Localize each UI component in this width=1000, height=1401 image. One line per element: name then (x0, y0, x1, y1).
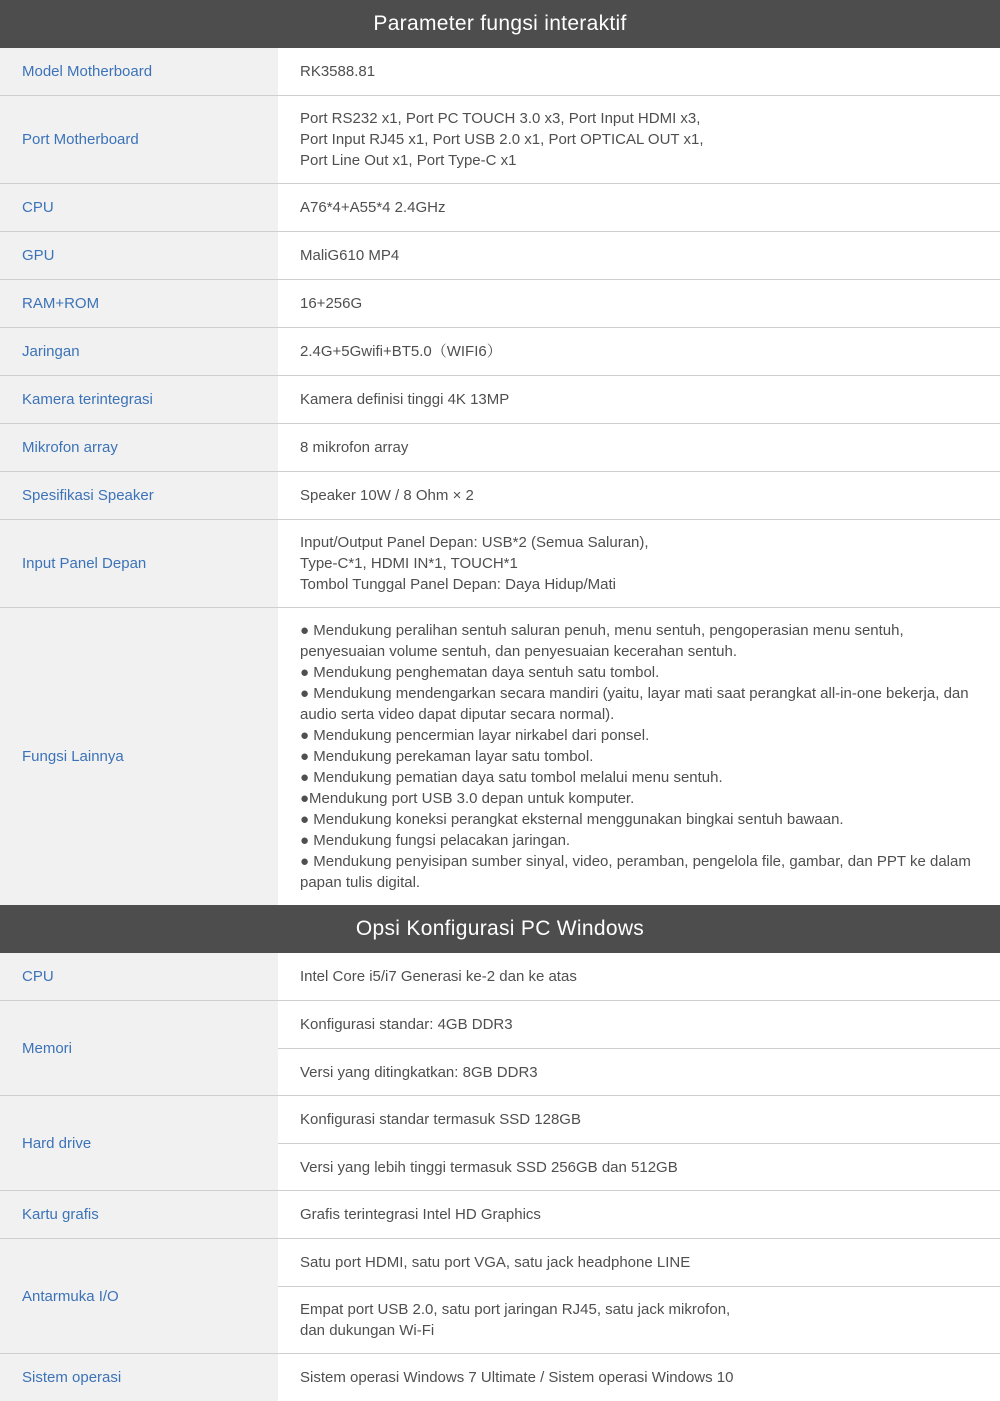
spec-label: Antarmuka I/O (0, 1239, 278, 1353)
spec-label: Memori (0, 1001, 278, 1095)
spec-value-group (278, 280, 1000, 327)
spec-value-group (278, 953, 1000, 1000)
spec-label: Port Motherboard (0, 96, 278, 183)
spec-value-line: 16+256G (300, 295, 363, 312)
spec-row (0, 48, 1000, 95)
spec-row (0, 519, 1000, 607)
spec-value-line: ● Mendukung mendengarkan secara mandiri (yaitu, layar mati saat perangkat all-in-one bekerja, dan audio serta video dapat diputar secara normal). (300, 685, 969, 723)
spec-value-group (278, 520, 1000, 607)
spec-value-line: ● Mendukung koneksi perangkat eksternal menggunakan bingkai sentuh bawaan. (300, 811, 844, 828)
spec-value-group (278, 96, 1000, 183)
spec-row (0, 471, 1000, 519)
spec-value-cell (278, 1239, 1000, 1353)
spec-row (0, 1238, 1000, 1353)
spec-value-line: Sistem operasi Windows 7 Ultimate / Sistem operasi Windows 10 (300, 1369, 734, 1386)
spec-value-group (278, 48, 1000, 95)
spec-value-line: ● Mendukung penyisipan sumber sinyal, video, peramban, pengelola file, gambar, dan PPT ke dalam papan tulis digital. (300, 853, 971, 891)
spec-value-cell (278, 48, 1000, 95)
spec-label: RAM+ROM (0, 280, 278, 327)
spec-value-cell (278, 424, 1000, 471)
spec-value-line: ●Mendukung port USB 3.0 depan untuk komputer. (300, 790, 635, 807)
spec-label: Kartu grafis (0, 1191, 278, 1238)
spec-value-cell (278, 232, 1000, 279)
spec-value-cell (278, 1191, 1000, 1238)
spec-row (0, 231, 1000, 279)
spec-value-group (278, 232, 1000, 279)
spec-label: Jaringan (0, 328, 278, 375)
spec-value-line: Speaker 10W / 8 Ohm × 2 (300, 487, 474, 504)
spec-row (0, 279, 1000, 327)
spec-value-group (278, 328, 1000, 375)
spec-label: Fungsi Lainnya (0, 608, 278, 905)
spec-value-line: Port Line Out x1, Port Type-C x1 (300, 152, 517, 169)
spec-value-line: Empat port USB 2.0, satu port jaringan RJ45, satu jack mikrofon, (300, 1301, 731, 1318)
spec-row (0, 95, 1000, 183)
spec-value-line: ● Mendukung perekaman layar satu tombol. (300, 748, 594, 765)
spec-value-cell (278, 608, 1000, 905)
section-header: Parameter fungsi interaktif (0, 0, 1000, 48)
spec-value-line: Tombol Tunggal Panel Depan: Daya Hidup/Mati (300, 576, 617, 593)
spec-row (0, 183, 1000, 231)
spec-value-cell (278, 472, 1000, 519)
spec-value-line: Input/Output Panel Depan: USB*2 (Semua Saluran), (300, 534, 649, 551)
spec-value-cell (278, 1354, 1000, 1401)
spec-label: GPU (0, 232, 278, 279)
spec-value-group (278, 1048, 1000, 1095)
spec-row (0, 1353, 1000, 1401)
spec-row (0, 375, 1000, 423)
spec-value-group (278, 608, 1000, 905)
spec-value-line: ● Mendukung penghematan daya sentuh satu tombol. (300, 664, 660, 681)
spec-value-cell (278, 96, 1000, 183)
spec-value-group (278, 472, 1000, 519)
spec-value-line: MaliG610 MP4 (300, 247, 400, 264)
spec-value-line: dan dukungan Wi-Fi (300, 1322, 435, 1339)
spec-value-line: ● Mendukung peralihan sentuh saluran penuh, menu sentuh, pengoperasian menu sentuh, penyesuaian volume sentuh, dan penyesuaian kecerahan sentuh. (300, 622, 904, 660)
spec-value-cell (278, 184, 1000, 231)
spec-row (0, 327, 1000, 375)
spec-value-line: A76*4+A55*4 2.4GHz (300, 199, 446, 216)
spec-value-group (278, 1239, 1000, 1286)
spec-value-group (278, 376, 1000, 423)
spec-value-cell (278, 520, 1000, 607)
spec-row (0, 1095, 1000, 1190)
spec-row (0, 1000, 1000, 1095)
spec-value-line: Kamera definisi tinggi 4K 13MP (300, 391, 510, 408)
spec-label: Mikrofon array (0, 424, 278, 471)
spec-value-group (278, 1096, 1000, 1143)
spec-value-cell (278, 1096, 1000, 1190)
spec-value-line: Port Input RJ45 x1, Port USB 2.0 x1, Port OPTICAL OUT x1, (300, 131, 704, 148)
spec-value-line: RK3588.81 (300, 63, 376, 80)
spec-label: Spesifikasi Speaker (0, 472, 278, 519)
spec-value-cell (278, 280, 1000, 327)
spec-value-line: Versi yang lebih tinggi termasuk SSD 256GB dan 512GB (300, 1158, 678, 1176)
spec-label: Model Motherboard (0, 48, 278, 95)
spec-value-line: ● Mendukung pencermian layar nirkabel dari ponsel. (300, 727, 650, 744)
spec-value-group (278, 424, 1000, 471)
spec-label: CPU (0, 184, 278, 231)
spec-value-group (278, 184, 1000, 231)
spec-row (0, 953, 1000, 1000)
spec-value-group (278, 1001, 1000, 1048)
spec-value-line: 2.4G+5Gwifi+BT5.0（WIFI6） (300, 343, 502, 360)
spec-value-line: ● Mendukung fungsi pelacakan jaringan. (300, 832, 571, 849)
spec-value-group (278, 1354, 1000, 1401)
spec-value-line: Konfigurasi standar: 4GB DDR3 (300, 1016, 513, 1033)
spec-value-line: 8 mikrofon array (300, 439, 409, 456)
spec-value-line: Type-C*1, HDMI IN*1, TOUCH*1 (300, 555, 518, 572)
spec-row (0, 423, 1000, 471)
spec-value-line: Port RS232 x1, Port PC TOUCH 3.0 x3, Port Input HDMI x3, (300, 110, 701, 127)
spec-label: Hard drive (0, 1096, 278, 1190)
spec-label: Input Panel Depan (0, 520, 278, 607)
spec-value-line: ● Mendukung pematian daya satu tombol melalui menu sentuh. (300, 769, 723, 786)
spec-value-group (278, 1143, 1000, 1190)
spec-value-cell (278, 1001, 1000, 1095)
spec-value-line: Satu port HDMI, satu port VGA, satu jack headphone LINE (300, 1254, 691, 1271)
spec-row (0, 1190, 1000, 1238)
spec-value-cell (278, 376, 1000, 423)
spec-label: CPU (0, 953, 278, 1000)
spec-value-line: Konfigurasi standar termasuk SSD 128GB (300, 1111, 581, 1128)
spec-value-cell (278, 953, 1000, 1000)
spec-row (0, 607, 1000, 905)
spec-value-group (278, 1191, 1000, 1238)
spec-value-line: Intel Core i5/i7 Generasi ke-2 dan ke atas (300, 968, 577, 985)
spec-value-group (278, 1286, 1000, 1353)
spec-label: Sistem operasi (0, 1354, 278, 1401)
spec-value-line: Grafis terintegrasi Intel HD Graphics (300, 1206, 541, 1223)
spec-value-line: Versi yang ditingkatkan: 8GB DDR3 (300, 1063, 538, 1081)
spec-label: Kamera terintegrasi (0, 376, 278, 423)
spec-value-cell (278, 328, 1000, 375)
section-header: Opsi Konfigurasi PC Windows (0, 905, 1000, 953)
